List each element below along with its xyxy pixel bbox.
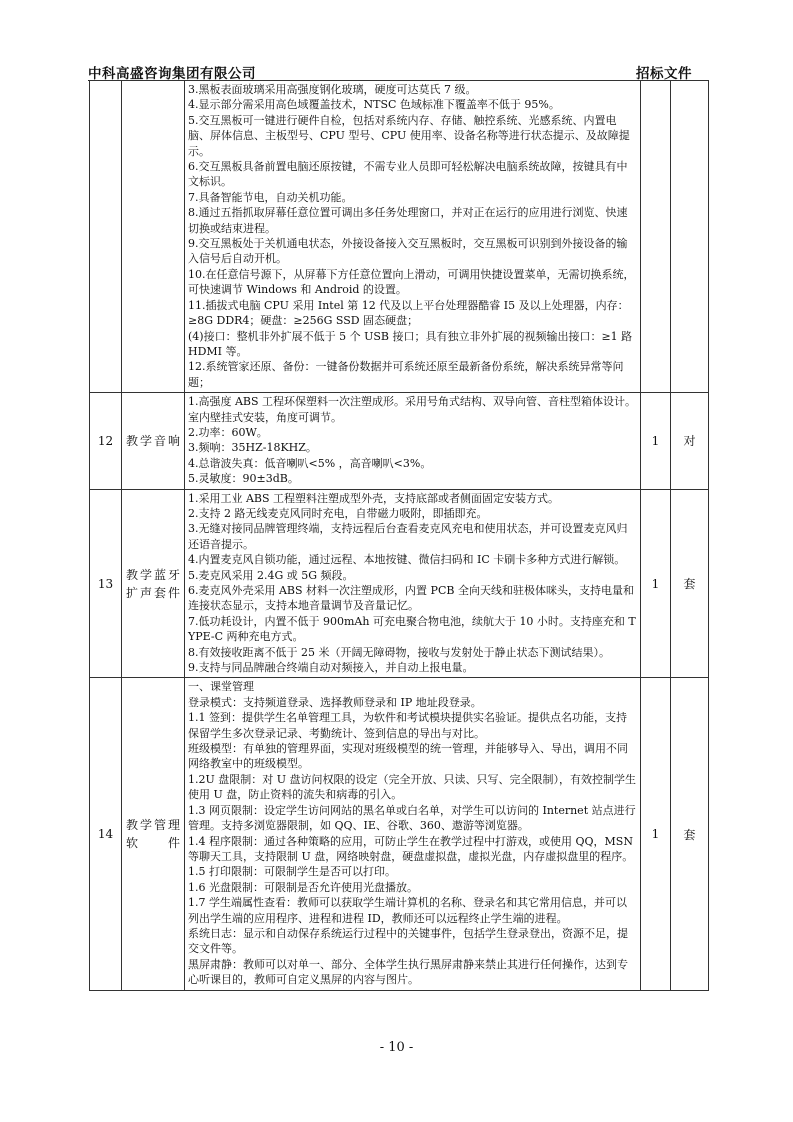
spec-line: 4.显示部分需采用高色域覆盖技术，NTSC 色域标准下覆盖率不低于 95%。 xyxy=(188,98,560,112)
item-number: 13 xyxy=(90,489,122,678)
spec-line: 11.插拔式电脑 CPU 采用 Intel 第 12 代及以上平台处理器酷睿 I5 及以上处理器，内存：≥8G DDR4；硬盘：≥256G SSD 固态硬盘； xyxy=(188,298,629,328)
spec-line: 班级模型：有单独的管理界面，实现对班级模型的统一管理，并能够导入、导出，调用不同网络教室中的班级模型。 xyxy=(188,742,628,771)
item-unit: 套 xyxy=(671,489,709,678)
spec-line: 3.无缝对接同品牌管理终端，支持远程后台查看麦克风充电和使用状态，并可设置麦克风归还语音提示。 xyxy=(188,522,628,551)
spec-line: 9.支持与同品牌融合终端自动对频接入，并自动上报电量。 xyxy=(188,661,474,675)
spec-line: 9.交互黑板处于关机通电状态，外接设备接入交互黑板时，交互黑板可识别到外接设备的输入信号后自动开机。 xyxy=(188,237,628,266)
item-unit xyxy=(671,81,709,393)
spec-line: 3.黑板表面玻璃采用高强度钢化玻璃，硬度可达莫氏 7 级。 xyxy=(188,83,477,96)
item-unit: 对 xyxy=(671,393,709,489)
item-quantity: 1 xyxy=(641,393,671,489)
spec-line: 3.频响：35HZ-18KHZ。 xyxy=(188,441,317,455)
spec-line: 7.具备智能节电，自动关机功能。 xyxy=(188,190,353,204)
page-number: - 10 - xyxy=(379,1040,414,1055)
item-name: 教学音响 xyxy=(122,393,185,489)
table-row xyxy=(90,81,709,393)
spec-line: 1.高强度 ABS 工程环保塑料一次注塑成形。采用号角式结构、双导向管、音柱型箱体设计。室内壁挂式安装，角度可调节。 xyxy=(188,395,637,424)
item-name: 教学蓝牙扩声套件 xyxy=(122,489,185,678)
spec-line: 5.交互黑板可一键进行硬件自检，包括对系统内存、存储、触控系统、光感系统、内置电脑、屏体信息、主板型号、CPU 型号、CPU 使用率、设备名称等进行状态提示、及故障提示。 xyxy=(188,113,630,158)
spec-line: 黑屏肃静：教师可以对单一、部分、全体学生执行黑屏肃静来禁止其进行任何操作，达到专心听课目的，教师可自定义黑屏的内容与图片。 xyxy=(188,957,628,987)
spec-line: 5.麦克风采用 2.4G 或 5G 频段。 xyxy=(188,568,354,582)
item-specification xyxy=(185,393,641,489)
spec-table-body xyxy=(90,81,709,991)
spec-table xyxy=(89,80,709,991)
spec-line: 8.通过五指抓取屏幕任意位置可调出多任务处理窗口，并对正在运行的应用进行浏览、快速切换或结束进程。 xyxy=(188,206,628,235)
spec-line: 1.采用工业 ABS 工程塑料注塑成型外壳，支持底部或者侧面固定安装方式。 xyxy=(188,491,560,505)
item-quantity xyxy=(641,81,671,393)
spec-line: 1.6 光盘限制：可限制是否允许使用光盘播放。 xyxy=(188,880,418,894)
item-number: 12 xyxy=(90,393,122,489)
document-type: 招标文件 xyxy=(636,66,692,82)
item-specification xyxy=(185,489,641,678)
spec-line: (4)接口：整机非外扩展不低于 5 个 USB 接口；具有独立非外扩展的视频输出接口：≥1 路 HDMI 等。 xyxy=(188,329,633,358)
company-name: 中科高盛咨询集团有限公司 xyxy=(88,66,256,82)
spec-line: 8.有效接收距离不低于 25 米（开阔无障碍物，接收与发射处于静止状态下测试结果）。 xyxy=(188,645,610,659)
spec-line: 1.4 程序限制：通过各种策略的应用，可防止学生在教学过程中打游戏，或使用 QQ，MSN 等聊天工具，支持限制 U 盘，网络映射盘，硬盘虚拟盘，虚拟光盘，内存虚拟盘里的程序。 xyxy=(188,834,634,863)
spec-line: 12.系统管家还原、备份：一键备份数据并可系统还原至最新备份系统，解决系统异常等问题； xyxy=(188,360,624,389)
spec-line: 1.2U 盘限制：对 U 盘访问权限的设定（完全开放、只读、只写、完全限制），有效控制学生使用 U 盘，防止资料的流失和病毒的引入。 xyxy=(188,772,637,802)
item-name xyxy=(122,81,185,393)
spec-line: 6.交互黑板具备前置电脑还原按键，不需专业人员即可轻松解决电脑系统故障，按键具有中文标识。 xyxy=(188,160,628,189)
spec-line: 1.5 打印限制：可限制学生是否可以打印。 xyxy=(188,865,396,879)
spec-line: 4.内置麦克风自锁功能，通过远程、本地按键、微信扫码和 IC 卡刷卡多种方式进行解锁。 xyxy=(188,553,626,567)
spec-line: 1.7 学生端属性查看：教师可以获取学生端计算机的名称、登录名和其它常用信息，并可以列出学生端的应用程序、进程和进程 ID，教师还可以远程终止学生端的进程。 xyxy=(188,896,627,925)
spec-line: 2.功率：60W。 xyxy=(188,425,268,439)
item-unit: 套 xyxy=(671,678,709,990)
spec-line: 1.3 网页限制：设定学生访问网站的黑名单或白名单，对学生可以访问的 Internet 站点进行管理。支持多浏览器限制，如 QQ、IE、谷歌、360、遨游等浏览器。 xyxy=(188,803,636,833)
spec-line: 4.总谐波失真：低音喇叭<5% ，高音喇叭<3%。 xyxy=(188,456,432,470)
item-number xyxy=(90,81,122,393)
table-row xyxy=(90,393,709,489)
table-row xyxy=(90,489,709,678)
spec-line: 7.低功耗设计，内置不低于 900mAh 可充电聚合物电池，续航大于 10 小时。支持座充和 TYPE-C 两种充电方式。 xyxy=(188,614,636,644)
item-quantity: 1 xyxy=(641,678,671,990)
item-name: 教学管理软件 xyxy=(122,678,185,990)
spec-line: 登录模式：支持频道登录、选择教师登录和 IP 地址段登录。 xyxy=(188,695,482,709)
item-specification xyxy=(185,81,641,393)
spec-line: 2.支持 2 路无线麦克风同时充电，自带磁力吸附，即插即充。 xyxy=(188,506,488,520)
item-number: 14 xyxy=(90,678,122,990)
spec-line: 系统日志：显示和自动保存系统运行过程中的关键事件，包括学生登录登出，资源不足，提交文件等。 xyxy=(188,926,628,956)
spec-line: 10.在任意信号源下，从屏幕下方任意位置向上滑动，可调用快捷设置菜单，无需切换系统，可快速调节 Windows 和 Android 的设置。 xyxy=(188,267,635,297)
item-quantity: 1 xyxy=(641,489,671,678)
page-header xyxy=(88,62,698,82)
spec-line: 5.灵敏度：90±3dB。 xyxy=(188,472,299,486)
spec-line: 6.麦克风外壳采用 ABS 材料一次注塑成形，内置 PCB 全向天线和驻极体咪头，支持电量和连接状态显示，支持本地音量调节及音量记忆。 xyxy=(188,584,634,613)
item-specification xyxy=(185,678,641,990)
table-row xyxy=(90,678,709,990)
spec-line: 一、课堂管理 xyxy=(188,680,254,694)
spec-line: 1.1 签到：提供学生名单管理工具，为软件和考试模块提供实名验证。提供点名功能，支持保留学生多次登录记录、考勤统计、签到信息的导出与对比。 xyxy=(188,711,627,740)
